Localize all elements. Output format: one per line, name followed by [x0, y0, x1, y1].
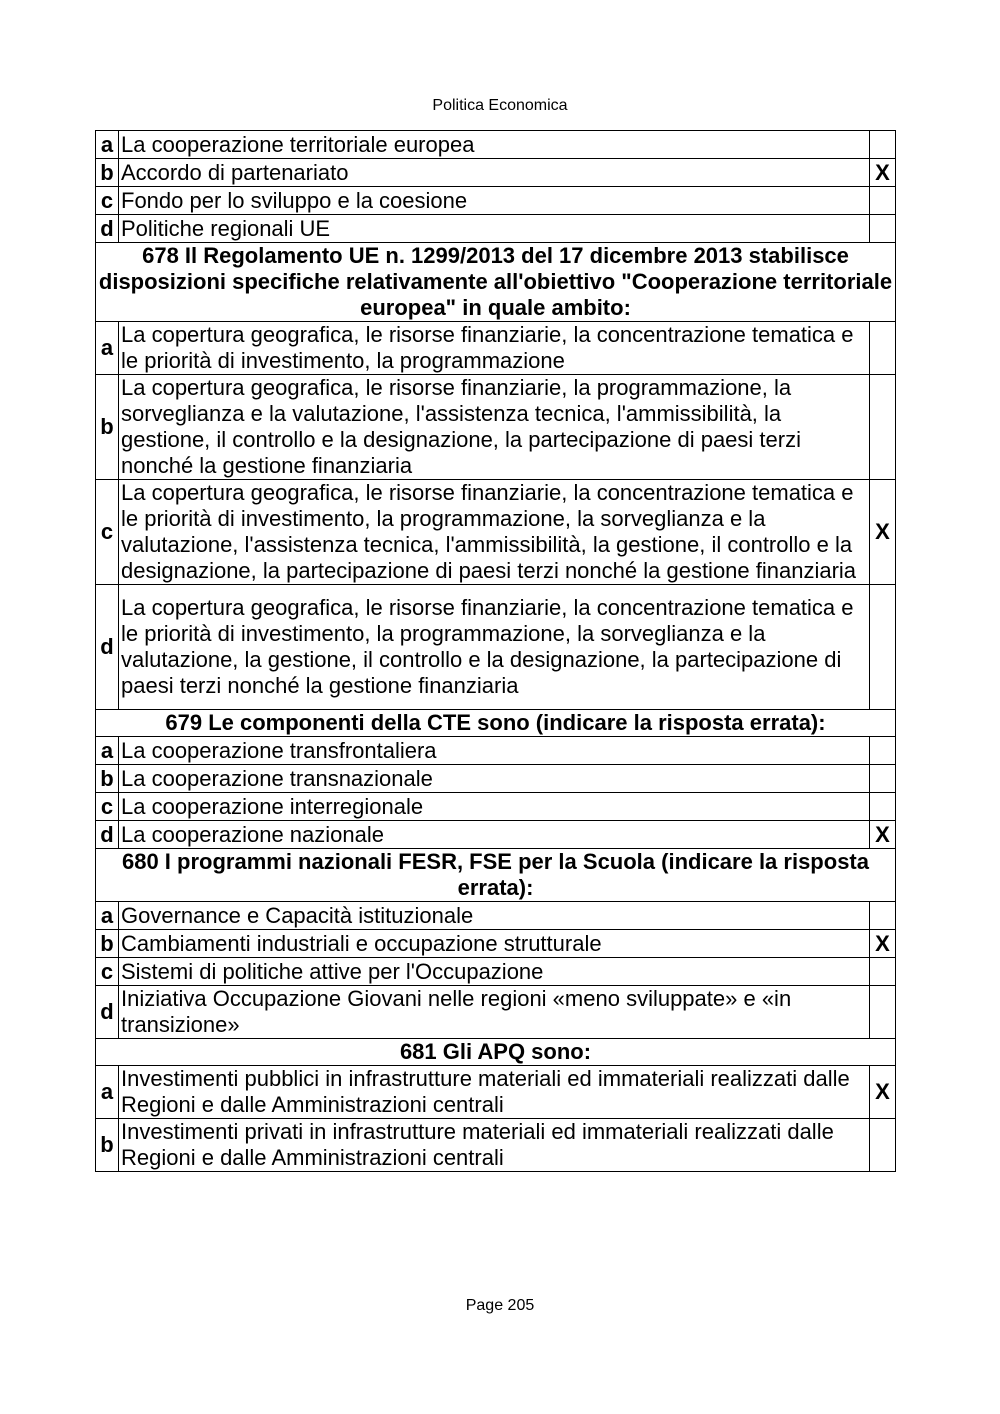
- answer-row: [96, 585, 896, 710]
- answer-letter: a: [96, 322, 119, 375]
- answer-letter: d: [96, 585, 119, 710]
- answer-mark: [870, 131, 896, 159]
- answer-mark: [870, 958, 896, 986]
- question-text: 678 Il Regolamento UE n. 1299/2013 del 17 dicembre 2013 stabilisce disposizioni specifiche relativamente all'obiettivo "Cooperazione territoriale europea" in quale ambito:: [96, 243, 896, 322]
- answer-text: Politiche regionali UE: [119, 215, 870, 243]
- answer-row: [96, 930, 896, 958]
- page-header: Politica Economica: [432, 97, 568, 114]
- answer-text: Cambiamenti industriali e occupazione strutturale: [119, 930, 870, 958]
- answer-mark: X: [870, 159, 896, 187]
- answer-letter: b: [96, 930, 119, 958]
- answer-letter: a: [96, 737, 119, 765]
- answer-text: La copertura geografica, le risorse finanziarie, la concentrazione tematica e le priorità di investimento, la programmazione, la sorveglianza e la valutazione, la gestione, il controllo e la designazione, la partecipazione di paesi terzi nonché la gestione finanziaria: [119, 585, 870, 710]
- answer-mark: [870, 322, 896, 375]
- answer-text: Accordo di partenariato: [119, 159, 870, 187]
- answer-text: Sistemi di politiche attive per l'Occupazione: [119, 958, 870, 986]
- answer-mark: [870, 765, 896, 793]
- answer-row: [96, 159, 896, 187]
- answer-text: Investimenti privati in infrastrutture materiali ed immateriali realizzati dalle Regioni e dalle Amministrazioni centrali: [119, 1119, 870, 1172]
- answer-letter: a: [96, 1066, 119, 1119]
- answer-letter: a: [96, 902, 119, 930]
- answer-mark: [870, 793, 896, 821]
- answer-row: [96, 902, 896, 930]
- answer-text: La copertura geografica, le risorse finanziarie, la programmazione, la sorveglianza e la valutazione, l'assistenza tecnica, l'ammissibilità, la gestione, il controllo e la designazione, la partecipazione di paesi terzi nonché la gestione finanziaria: [119, 375, 870, 480]
- quiz-table: [95, 130, 896, 1172]
- answer-text: Iniziativa Occupazione Giovani nelle regioni «meno sviluppate» e «in transizione»: [119, 986, 870, 1039]
- answer-letter: c: [96, 793, 119, 821]
- page-number: Page 205: [465, 1297, 535, 1314]
- answer-text: La cooperazione interregionale: [119, 793, 870, 821]
- answer-mark: [870, 215, 896, 243]
- question-text: 680 I programmi nazionali FESR, FSE per la Scuola (indicare la risposta errata):: [96, 849, 896, 902]
- answer-letter: b: [96, 765, 119, 793]
- answer-text: Fondo per lo sviluppo e la coesione: [119, 187, 870, 215]
- question-row: [96, 849, 896, 902]
- answer-letter: c: [96, 480, 119, 585]
- answer-mark: X: [870, 930, 896, 958]
- answer-letter: b: [96, 375, 119, 480]
- answer-row: [96, 131, 896, 159]
- question-row: [96, 1039, 896, 1066]
- answer-mark: [870, 187, 896, 215]
- answer-row: [96, 986, 896, 1039]
- answer-letter: b: [96, 1119, 119, 1172]
- answer-letter: c: [96, 958, 119, 986]
- answer-mark: [870, 986, 896, 1039]
- answer-text: Governance e Capacità istituzionale: [119, 902, 870, 930]
- answer-row: [96, 958, 896, 986]
- answer-row: [96, 215, 896, 243]
- answer-letter: d: [96, 215, 119, 243]
- answer-text: La cooperazione transfrontaliera: [119, 737, 870, 765]
- answer-mark: [870, 737, 896, 765]
- answer-text: La copertura geografica, le risorse finanziarie, la concentrazione tematica e le priorità di investimento, la programmazione, la sorveglianza e la valutazione, l'assistenza tecnica, l'ammissibilità, la gestione, il controllo e la designazione, la partecipazione di paesi terzi nonché la gestione finanziaria: [119, 480, 870, 585]
- answer-letter: d: [96, 821, 119, 849]
- answer-mark: [870, 375, 896, 480]
- answer-text: La copertura geografica, le risorse finanziarie, la concentrazione tematica e le priorità di investimento, la programmazione: [119, 322, 870, 375]
- answer-text: La cooperazione nazionale: [119, 821, 870, 849]
- answer-row: [96, 765, 896, 793]
- answer-mark: [870, 585, 896, 710]
- answer-row: [96, 1119, 896, 1172]
- answer-mark: X: [870, 821, 896, 849]
- answer-mark: [870, 902, 896, 930]
- answer-row: [96, 322, 896, 375]
- answer-row: [96, 1066, 896, 1119]
- question-text: 681 Gli APQ sono:: [96, 1039, 896, 1066]
- answer-letter: d: [96, 986, 119, 1039]
- answer-text: La cooperazione transnazionale: [119, 765, 870, 793]
- answer-text: Investimenti pubblici in infrastrutture materiali ed immateriali realizzati dalle Regioni e dalle Amministrazioni centrali: [119, 1066, 870, 1119]
- question-row: [96, 243, 896, 322]
- answer-row: [96, 821, 896, 849]
- question-text: 679 Le componenti della CTE sono (indicare la risposta errata):: [96, 710, 896, 737]
- answer-row: [96, 793, 896, 821]
- answer-mark: X: [870, 1066, 896, 1119]
- answer-letter: b: [96, 159, 119, 187]
- answer-text: La cooperazione territoriale europea: [119, 131, 870, 159]
- answer-mark: [870, 1119, 896, 1172]
- answer-row: [96, 375, 896, 480]
- answer-letter: c: [96, 187, 119, 215]
- question-row: [96, 710, 896, 737]
- answer-row: [96, 480, 896, 585]
- answer-mark: X: [870, 480, 896, 585]
- answer-row: [96, 737, 896, 765]
- answer-letter: a: [96, 131, 119, 159]
- answer-row: [96, 187, 896, 215]
